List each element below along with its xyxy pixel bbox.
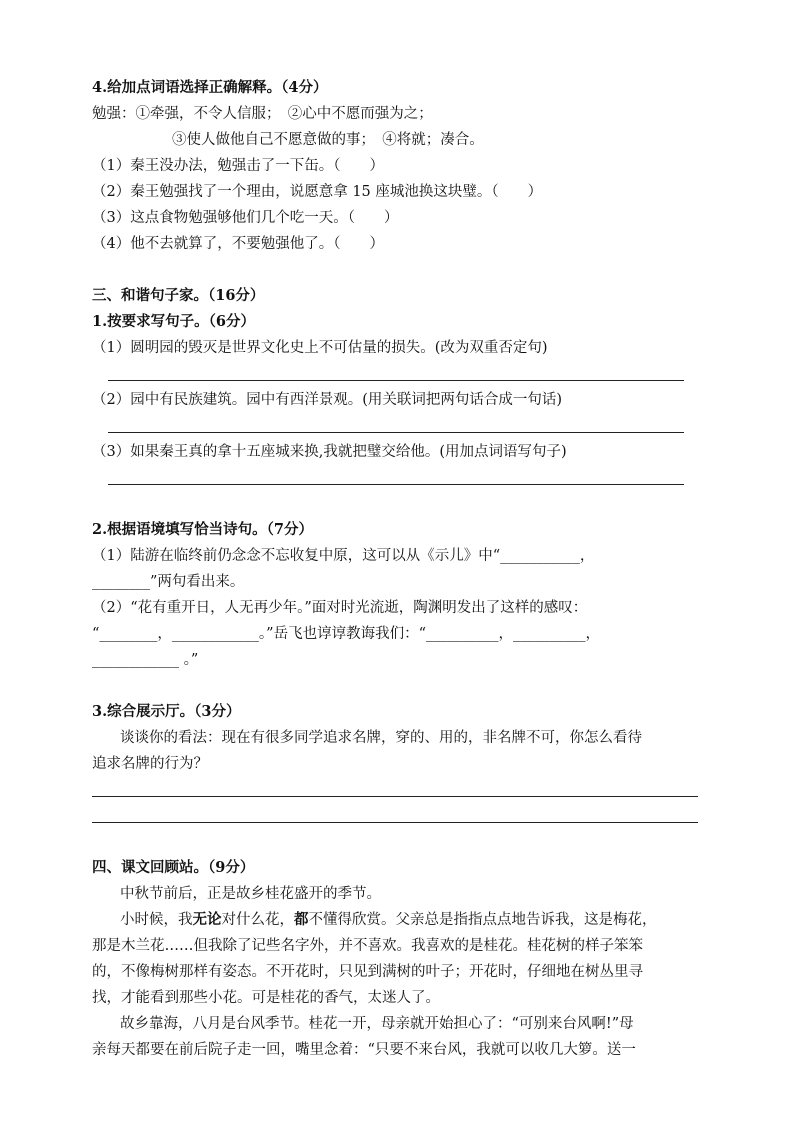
- s4-question-1: （1）秦王没办法，勉强击了一下缶。（ ）: [92, 158, 384, 174]
- part3-sub3-title: 3.综合展示厅。（3分）: [92, 703, 241, 720]
- s4-question-3: （3）这点食物勉强够他们几个吃一天。（ ）: [92, 210, 399, 226]
- s4-def-line1: 勉强：①牵强，不令人信服； ②心中不愿而强为之；: [92, 106, 433, 122]
- text-run: 不懂得欣赏。父亲总是指指点点地告诉我，这是梅花，: [308, 912, 657, 928]
- text-run: 对什么花，: [221, 912, 294, 928]
- s4-question-4: （4）他不去就算了，不要勉强他了。（ ）: [92, 236, 384, 252]
- text-run: 小时候，我: [120, 912, 193, 928]
- part3-sub2-q1-line1: （1）陆游在临终前仍念念不忘收复中原，这可以从《示儿》中“___________，: [92, 548, 595, 564]
- part3-sub2-q1-line2: ________”两句看出来。: [92, 574, 245, 590]
- part4-paragraph-2-line1: [120, 910, 657, 930]
- emphasized-word: 无论: [192, 911, 222, 928]
- part3-sub2-q2-line2: “________，____________。”岳飞也谆谆教诲我们：“__________，__________，: [92, 626, 600, 642]
- part3-sub2-title: 2.根据语境填写恰当诗句。（7分）: [92, 521, 313, 538]
- answer-line[interactable]: [108, 380, 684, 381]
- part4-paragraph-1: 中秋节前后，正是故乡桂花盛开的季节。: [120, 886, 381, 902]
- part4-paragraph-2-line2: 那是木兰花……但我除了记些名字外，并不喜欢。我喜欢的是桂花。桂花树的样子笨笨: [92, 938, 643, 954]
- part3-sub1-question-2: （2）园中有民族建筑。园中有西洋景观。(用关联词把两句话合成一句话): [92, 392, 563, 408]
- answer-line[interactable]: [92, 822, 698, 823]
- s4-def-line2: ③使人做他自己不愿意做的事； ④将就；凑合。: [172, 132, 484, 148]
- s4-question-2: （2）秦王勉强找了一个理由，说愿意拿 15 座城池换这块璧。（ ）: [92, 184, 543, 200]
- answer-line[interactable]: [108, 432, 684, 433]
- emphasized-word: 都: [294, 911, 309, 928]
- part4-paragraph-3-line2: 亲每天都要在前后院子走一回，嘴里念着：“只要不来台风，我就可以收几大箩。送一: [92, 1042, 636, 1058]
- part3-sub3-prompt-line2: 追求名牌的行为？: [92, 756, 208, 772]
- part3-sub1-question-1: （1）圆明园的毁灭是世界文化史上不可估量的损失。(改为双重否定句): [92, 340, 548, 356]
- part3-sub1-title: 1.按要求写句子。（6分）: [92, 313, 255, 330]
- part3-sub1-question-3: （3）如果秦王真的拿十五座城来换,我就把璧交给他。(用加点词语写句子): [92, 444, 567, 460]
- part4-paragraph-2-line4: 找，才能看到那些小花。可是桂花的香气，太迷人了。: [92, 990, 440, 1006]
- part4-title: 四、课文回顾站。（9分）: [92, 859, 255, 876]
- part3-sub2-q2-line1: （2）“花有重开日，人无再少年。”面对时光流逝，陶渊明发出了这样的感叹：: [92, 600, 588, 616]
- part3-sub3-prompt-line1: 谈谈你的看法：现在有很多同学追求名牌，穿的、用的，非名牌不可，你怎么看待: [120, 730, 642, 746]
- part3-sub2-q2-line3: ____________ 。”: [92, 652, 199, 668]
- answer-line[interactable]: [108, 484, 684, 485]
- s4-title: 4.给加点词语选择正确解释。（4分）: [92, 79, 328, 96]
- part3-title: 三、和谐句子家。（16分）: [92, 287, 265, 304]
- part4-paragraph-3-line1: 故乡靠海，八月是台风季节。桂花一开，母亲就开始担心了：“可别来台风啊!”母: [120, 1016, 634, 1032]
- answer-line[interactable]: [92, 796, 698, 797]
- part4-paragraph-2-line3: 的，不像梅树那样有姿态。不开花时，只见到满树的叶子；开花时，仔细地在树丛里寻: [92, 964, 643, 980]
